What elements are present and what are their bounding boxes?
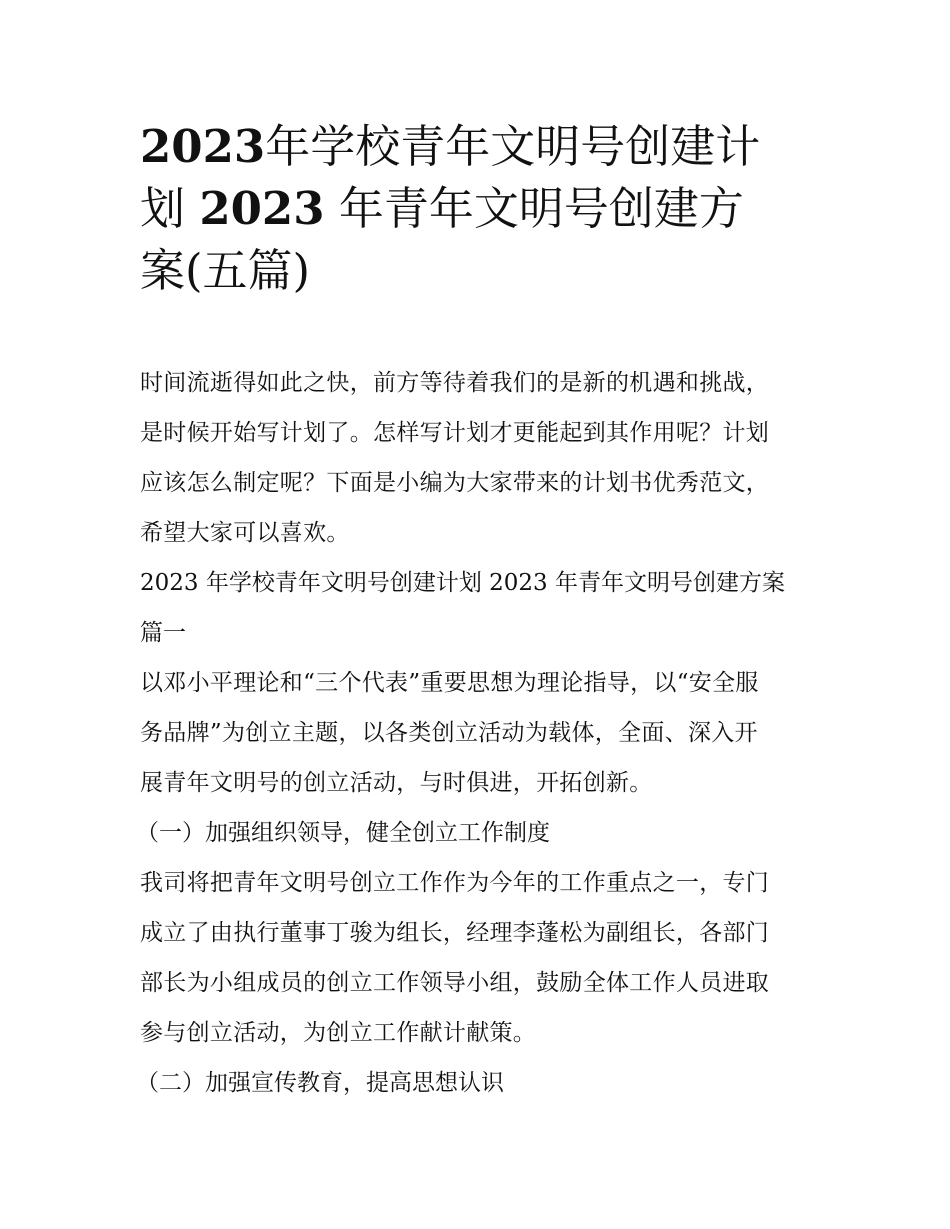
subheading-organization: （一）加强组织领导，健全创立工作制度 (136, 820, 550, 846)
subheading-publicity: （二）加强宣传教育，提高思想认识 (136, 1070, 504, 1096)
title-line-1: 2023年学校青年文明号创建计 (140, 120, 761, 173)
paragraph-guideline: 以邓小平理论和“三个代表”重要思想为理论指导，以“安全服 务品牌”为创立主题，以各类创立活动为载体，全面、深入开 展青年文明号的创立活动，与时俱进，开拓创新。 (140, 670, 759, 796)
paragraph-organization: 我司将把青年文明号创立工作作为今年的工作重点之一，专门 成立了由执行董事丁骏为组长，经理李蓬松为副组长，各部门 部长为小组成员的创立工作领导小组，鼓励全体工作人员进取 参与创立活动，为创立工作献计献策。 (140, 870, 770, 1046)
intro-paragraph: 时间流逝得如此之快，前方等待着我们的是新的机遇和挑战， 是时候开始写计划了。怎样写计划才更能起到其作用呢？计划 应该怎么制定呢？下面是小编为大家带来的计划书优秀范文， 希望大家可以喜欢。 (140, 370, 770, 546)
document-page (140, 118, 820, 304)
title-line-2: 划 2023 年青年文明号创建方 (140, 182, 744, 235)
section-heading: 2023 年学校青年文明号创建计划 2023 年青年文明号创建方案 篇一 (140, 570, 785, 646)
title-line-3: 案(五篇) (140, 244, 311, 297)
document-body (136, 358, 820, 1108)
document-title (140, 118, 820, 302)
